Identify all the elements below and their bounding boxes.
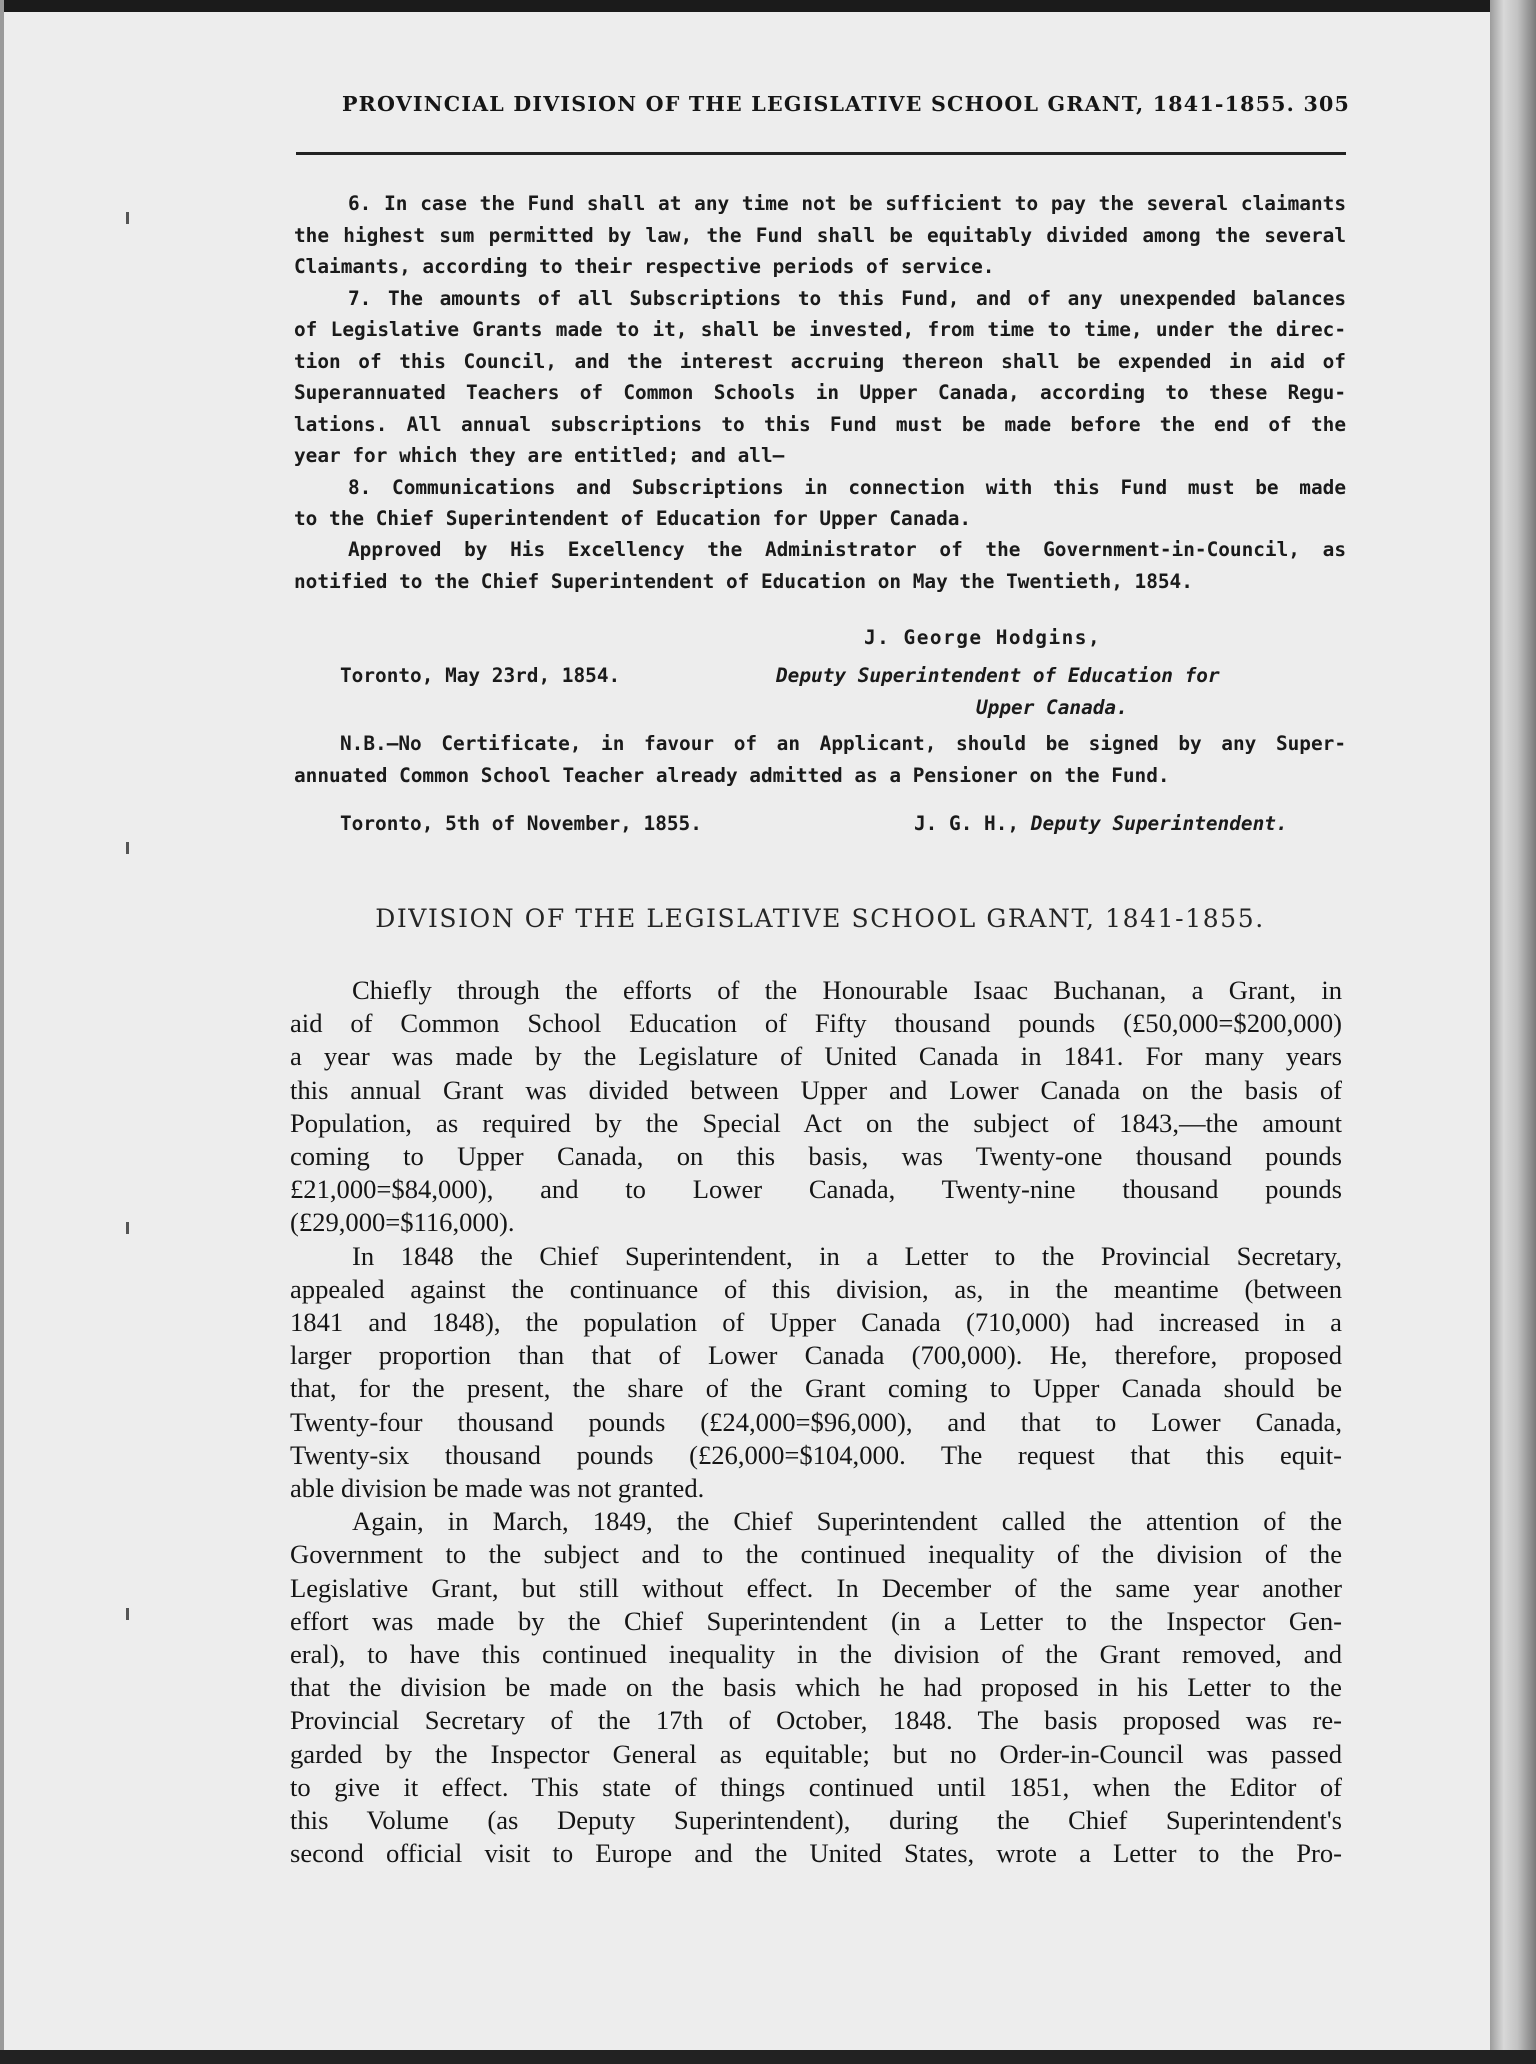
- nota-bene: [294, 728, 1346, 791]
- closing-initials: J. G. H.,: [914, 812, 1020, 835]
- signatory-name: J. George Hodgins,: [864, 626, 1102, 649]
- text-line: larger proportion than that of Lower Canada (700,000). He, therefore, proposed: [290, 1340, 1342, 1371]
- text-line: to give it effect. This state of things continued until 1851, when the Editor of: [290, 1771, 1342, 1802]
- margin-mark: [126, 842, 129, 854]
- regulation-7: [294, 283, 1346, 472]
- text-line: the highest sum permitted by law, the Fund shall be equitably divided among the several: [294, 223, 1346, 247]
- closing-place-date: Toronto, 5th of November, 1855.: [340, 812, 702, 835]
- text-line: Again, in March, 1849, the Chief Superintendent called the attention of the: [352, 1506, 1342, 1537]
- text-line: effort was made by the Chief Superintendent (in a Letter to the Inspector Gen-: [290, 1605, 1342, 1636]
- text-line: Superannuated Teachers of Common Schools in Upper Canada, according to these Regu-: [294, 381, 1346, 404]
- text-line: year for which they are entitled; and all—: [294, 444, 785, 467]
- text-line: 8. Communications and Subscriptions in connection with this Fund must be made: [348, 475, 1346, 499]
- text-line: Chiefly through the efforts of the Honourable Isaac Buchanan, a Grant, in: [352, 975, 1342, 1005]
- body-text: [290, 974, 1342, 1870]
- text-line: appealed against the continuance of this division, as, in the meantime (between: [290, 1273, 1342, 1304]
- text-line: able division be made was not granted.: [290, 1473, 705, 1504]
- approval-note: [294, 534, 1346, 597]
- text-line: to the Chief Superintendent of Education for Upper Canada.: [294, 507, 972, 530]
- text-line: £21,000=$84,000), and to Lower Canada, Twenty-nine thousand pounds: [290, 1174, 1342, 1205]
- signatory-title: Deputy Superintendent of Education for: [776, 664, 1220, 687]
- text-line: 1841 and 1848), the population of Upper Canada (710,000) had increased in a: [290, 1307, 1342, 1338]
- text-line: aid of Common School Education of Fifty thousand pounds (£50,000=$200,000): [290, 1008, 1342, 1039]
- text-line: eral), to have this continued inequality in the division of the Grant removed, and: [290, 1639, 1342, 1670]
- text-line: this Volume (as Deputy Superintendent), during the Chief Superintendent's: [290, 1805, 1342, 1836]
- page-number: 305: [1303, 92, 1350, 116]
- text-line: of Legislative Grants made to it, shall be invested, from time to time, under the direc-: [294, 318, 1346, 341]
- text-line: Claimants, according to their respective periods of service.: [294, 255, 995, 278]
- text-line: garded by the Inspector General as equitable; but no Order-in-Council was passed: [290, 1738, 1342, 1769]
- header-rule: [296, 152, 1346, 155]
- text-line: Population, as required by the Special Act on the subject of 1843,—the amount: [290, 1107, 1342, 1138]
- text-line: annuated Common School Teacher already admitted as a Pensioner on the Fund.: [294, 763, 1170, 787]
- margin-mark: [126, 1608, 129, 1620]
- page-left-edge: [0, 0, 4, 2064]
- running-head-title: PROVINCIAL DIVISION OF THE LEGISLATIVE SCHOOL GRANT, 1841-1855.: [342, 92, 1296, 116]
- text-line: coming to Upper Canada, on this basis, was Twenty-one thousand pounds: [290, 1141, 1342, 1172]
- closing-title: Deputy Superintendent.: [1030, 812, 1288, 835]
- text-line: N.B.—No Certificate, in favour of an Applicant, should be signed by any Super-: [340, 732, 1346, 755]
- text-line: lations. All annual subscriptions to this Fund must be made before the end of the: [294, 412, 1346, 436]
- signature-block: [294, 622, 1346, 722]
- text-line: a year was made by the Legislature of United Canada in 1841. For many years: [290, 1041, 1342, 1072]
- regulation-8: [294, 472, 1346, 535]
- text-line: Twenty-six thousand pounds (£26,000=$104,000. The request that this equit-: [290, 1439, 1342, 1470]
- margin-mark: [126, 1222, 129, 1234]
- text-line: this annual Grant was divided between Upper and Lower Canada on the basis of: [290, 1074, 1342, 1105]
- closing-signature: [294, 812, 1346, 844]
- signature-place-date: Toronto, May 23rd, 1854.: [340, 664, 621, 687]
- regulation-6: [294, 188, 1346, 283]
- closing-signatory: [914, 812, 1288, 835]
- section-heading: DIVISION OF THE LEGISLATIVE SCHOOL GRANT, 1841-1855.: [375, 904, 1265, 933]
- running-head: [342, 92, 1350, 128]
- text-line: 7. The amounts of all Subscriptions to this Fund, and of any unexpended balances: [348, 286, 1346, 310]
- text-line: Legislative Grant, but still without effect. In December of the same year another: [290, 1572, 1342, 1603]
- text-line: that the division be made on the basis which he had proposed in his Letter to the: [290, 1672, 1342, 1703]
- text-line: Twenty-four thousand pounds (£24,000=$96,000), and that to Lower Canada,: [290, 1406, 1342, 1437]
- text-line: tion of this Council, and the interest accruing thereon shall be expended in aid of: [294, 349, 1346, 373]
- regulations-list: [294, 188, 1346, 535]
- page-bottom-edge: [0, 2050, 1536, 2064]
- text-line: (£29,000=$116,000).: [290, 1207, 515, 1238]
- text-line: notified to the Chief Superintendent of Education on May the Twentieth, 1854.: [294, 569, 1193, 593]
- text-line: Approved by His Excellency the Administrator of the Government-in-Council, as: [348, 538, 1346, 561]
- text-line: In 1848 the Chief Superintendent, in a Letter to the Provincial Secretary,: [352, 1240, 1342, 1271]
- margin-mark: [126, 212, 129, 224]
- text-line: that, for the present, the share of the Grant coming to Upper Canada should be: [290, 1373, 1342, 1404]
- text-line: Government to the subject and to the continued inequality of the division of the: [290, 1539, 1342, 1570]
- signatory-title-cont: Upper Canada.: [976, 696, 1128, 719]
- page-gutter-edge: [1490, 0, 1536, 2064]
- text-line: 6. In case the Fund shall at any time not be sufficient to pay the several claimants: [348, 192, 1346, 215]
- text-line: second official visit to Europe and the United States, wrote a Letter to the Pro-: [290, 1838, 1342, 1869]
- text-line: Provincial Secretary of the 17th of October, 1848. The basis proposed was re-: [290, 1705, 1342, 1736]
